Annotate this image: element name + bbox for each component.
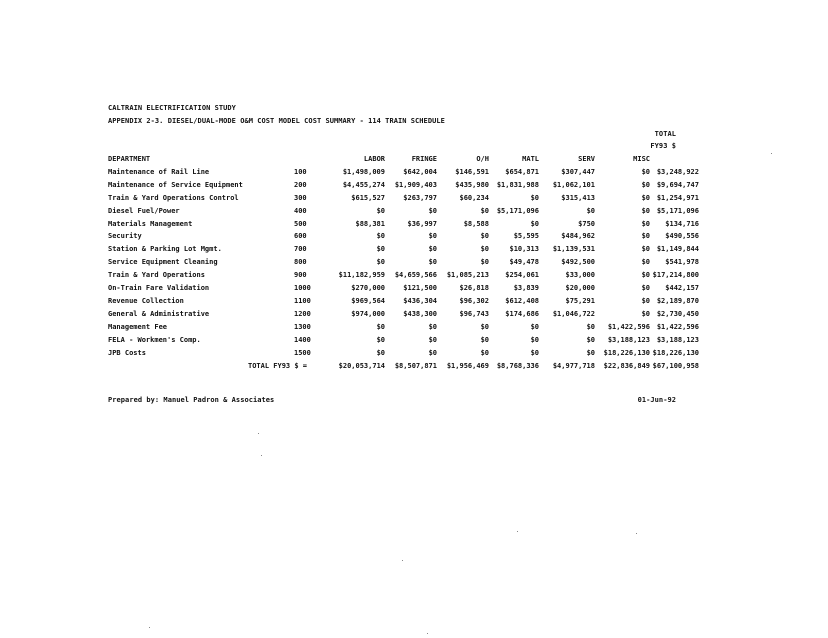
fringe-cell: $1,909,403 [394, 180, 437, 189]
column-header-code [294, 153, 321, 166]
code-cell: 300 [294, 193, 307, 202]
scan-speck [258, 433, 259, 434]
total-cell: $5,171,096 [656, 206, 699, 215]
total-row-label: TOTAL FY93 $ = [247, 361, 307, 370]
serv-cell: $315,413 [561, 193, 595, 202]
column-header-total [650, 153, 699, 166]
total-cell: $1,149,844 [656, 245, 699, 254]
fringe-cell: $438,300 [403, 309, 437, 318]
matl-cell: $254,061 [505, 271, 539, 280]
labor-cell: $615,527 [351, 193, 385, 202]
oh-cell: $0 [480, 206, 489, 215]
table-row [108, 230, 699, 243]
serv-cell: $1,046,722 [552, 309, 595, 318]
total-cell: $2,189,870 [656, 296, 699, 305]
misc-cell: $0 [641, 206, 650, 215]
code-cell: 1100 [294, 296, 311, 305]
department-cell: Train & Yard Operations [108, 271, 205, 280]
code-cell: 100 [294, 167, 307, 176]
misc-cell: $3,188,123 [607, 335, 650, 344]
table-row [108, 347, 699, 360]
code-cell: 800 [294, 258, 307, 267]
misc-cell: $0 [641, 180, 650, 189]
total-cell: $2,730,450 [656, 309, 699, 318]
matl-cell: $0 [530, 322, 539, 331]
oh-cell: $146,591 [455, 167, 489, 176]
fringe-cell: $0 [428, 322, 437, 331]
serv-cell: $1,139,531 [552, 245, 595, 254]
oh-cell: $0 [480, 322, 489, 331]
misc-cell: $18,226,130 [603, 348, 650, 357]
matl-cell: $612,408 [505, 296, 539, 305]
column-header-serv: SERV [578, 155, 595, 163]
oh-cell: $0 [480, 258, 489, 267]
department-cell: Maintenance of Rail Line [108, 167, 210, 176]
code-cell: 1400 [294, 335, 311, 344]
misc-cell: $0 [641, 193, 650, 202]
table-row [108, 334, 699, 347]
labor-cell: $0 [376, 348, 385, 357]
matl-cell: $10,313 [509, 245, 539, 254]
total-cell: $17,214,800 [652, 271, 699, 280]
misc-cell: $0 [641, 284, 650, 293]
total-cell: $442,157 [665, 284, 699, 293]
oh-cell: $435,980 [455, 180, 489, 189]
total-serv: $4,977,718 [552, 361, 595, 370]
document-title: CALTRAIN ELECTRIFICATION STUDY [108, 104, 236, 112]
table-row [108, 205, 699, 218]
total-labor: $20,053,714 [338, 361, 385, 370]
fringe-cell: $0 [428, 232, 437, 241]
misc-cell: $0 [641, 245, 650, 254]
department-cell: Materials Management [108, 219, 193, 228]
total-cell: $490,556 [665, 232, 699, 241]
fringe-cell: $0 [428, 335, 437, 344]
serv-cell: $0 [586, 322, 595, 331]
total-cell: $134,716 [665, 219, 699, 228]
table-row [108, 282, 699, 295]
total-row [108, 360, 699, 373]
serv-cell: $1,062,101 [552, 180, 595, 189]
fringe-cell: $263,797 [403, 193, 437, 202]
matl-cell: $5,595 [513, 232, 539, 241]
matl-cell: $654,871 [505, 167, 539, 176]
fringe-cell: $642,004 [403, 167, 437, 176]
serv-cell: $307,447 [561, 167, 595, 176]
department-cell: Security [108, 232, 142, 241]
serv-cell: $750 [578, 219, 595, 228]
fringe-cell: $0 [428, 206, 437, 215]
department-cell: On-Train Fare Validation [108, 284, 210, 293]
serv-cell: $0 [586, 335, 595, 344]
department-cell: Diesel Fuel/Power [108, 206, 180, 215]
department-cell: Train & Yard Operations Control [108, 193, 239, 202]
total-cell: $3,248,922 [656, 167, 699, 176]
scan-speck [261, 455, 262, 456]
table-row [108, 295, 699, 308]
oh-cell: $0 [480, 335, 489, 344]
table-row [108, 321, 699, 334]
table-row [108, 256, 699, 269]
department-cell: Service Equipment Cleaning [108, 258, 218, 267]
table-row [108, 166, 699, 179]
department-cell: Maintenance of Service Equipment [108, 180, 243, 189]
serv-cell: $33,000 [565, 271, 595, 280]
fringe-cell: $436,304 [403, 296, 437, 305]
oh-cell: $26,818 [459, 284, 489, 293]
total-cell: $1,422,596 [656, 322, 699, 331]
total-matl: $8,768,336 [496, 361, 539, 370]
code-cell: 600 [294, 232, 307, 241]
labor-cell: $0 [376, 335, 385, 344]
misc-cell: $0 [641, 167, 650, 176]
total-cell: $1,254,971 [656, 193, 699, 202]
scan-speck [636, 533, 637, 534]
department-cell: Station & Parking Lot Mgmt. [108, 245, 222, 254]
table-row [108, 192, 699, 205]
misc-cell: $0 [641, 309, 650, 318]
matl-cell: $5,171,096 [496, 206, 539, 215]
misc-cell: $0 [641, 232, 650, 241]
department-cell: Revenue Collection [108, 296, 184, 305]
table-row [108, 179, 699, 192]
scan-speck [771, 153, 772, 154]
column-header-fringe: FRINGE [411, 155, 437, 163]
scan-speck [427, 633, 428, 634]
oh-cell: $0 [480, 348, 489, 357]
table-row [108, 218, 699, 231]
labor-cell: $969,564 [351, 296, 385, 305]
code-cell: 1200 [294, 309, 311, 318]
oh-cell: $8,588 [463, 219, 489, 228]
code-cell: 1300 [294, 322, 311, 331]
matl-cell: $0 [530, 219, 539, 228]
matl-cell: $1,831,988 [496, 180, 539, 189]
matl-cell: $49,478 [509, 258, 539, 267]
labor-cell: $0 [376, 258, 385, 267]
table-body [108, 166, 699, 360]
oh-cell: $1,085,213 [446, 271, 489, 280]
serv-cell: $484,962 [561, 232, 595, 241]
serv-cell: $75,291 [565, 296, 595, 305]
department-cell: FELA - Workmen's Comp. [108, 335, 201, 344]
code-cell: 400 [294, 206, 307, 215]
fringe-cell: $0 [428, 348, 437, 357]
department-cell: Management Fee [108, 322, 168, 331]
misc-cell: $1,422,596 [607, 322, 650, 331]
labor-cell: $974,000 [351, 309, 385, 318]
oh-cell: $0 [480, 245, 489, 254]
misc-cell: $0 [641, 219, 650, 228]
total-cell: $18,226,130 [652, 348, 699, 357]
department-cell: JPB Costs [108, 348, 146, 357]
matl-cell: $3,839 [513, 284, 539, 293]
document-date: 01-Jun-92 [637, 396, 676, 404]
total-cell: $541,978 [665, 258, 699, 267]
fringe-cell: $121,500 [403, 284, 437, 293]
code-cell: 900 [294, 271, 307, 280]
matl-cell: $0 [530, 335, 539, 344]
column-header-department: DEPARTMENT [108, 155, 151, 163]
code-cell: 700 [294, 245, 307, 254]
column-header-oh: O/H [476, 155, 489, 163]
code-cell: 500 [294, 219, 307, 228]
column-header-matl: MATL [522, 155, 539, 163]
serv-cell: $20,000 [565, 284, 595, 293]
labor-cell: $88,381 [355, 219, 385, 228]
table-row [108, 269, 699, 282]
total-oh: $1,956,469 [446, 361, 489, 370]
matl-cell: $0 [530, 193, 539, 202]
code-cell: 200 [294, 180, 307, 189]
labor-cell: $0 [376, 245, 385, 254]
scan-speck [517, 531, 518, 532]
code-cell: 1000 [294, 284, 311, 293]
total-column-label-line1: TOTAL [654, 130, 676, 138]
scan-speck [149, 627, 150, 628]
cost-summary-table [108, 153, 699, 372]
labor-cell: $4,455,274 [342, 180, 385, 189]
matl-cell: $0 [530, 348, 539, 357]
total-grand: $67,100,958 [652, 361, 699, 370]
serv-cell: $0 [586, 348, 595, 357]
misc-cell: $0 [641, 296, 650, 305]
total-cell: $9,694,747 [656, 180, 699, 189]
column-header-labor: LABOR [363, 155, 385, 163]
matl-cell: $174,686 [505, 309, 539, 318]
misc-cell: $0 [641, 258, 650, 267]
serv-cell: $0 [586, 206, 595, 215]
scan-speck [402, 560, 403, 561]
total-fringe: $8,507,871 [394, 361, 437, 370]
oh-cell: $60,234 [459, 193, 489, 202]
fringe-cell: $0 [428, 258, 437, 267]
prepared-by: Prepared by: Manuel Padron & Associates [108, 396, 275, 404]
oh-cell: $96,743 [459, 309, 489, 318]
oh-cell: $0 [480, 232, 489, 241]
labor-cell: $0 [376, 322, 385, 331]
total-column-label-line2: FY93 $ [650, 142, 676, 150]
document-subtitle: APPENDIX 2-3. DIESEL/DUAL-MODE O&M COST MODEL COST SUMMARY - 114 TRAIN SCHEDULE [108, 117, 445, 125]
labor-cell: $0 [376, 232, 385, 241]
labor-cell: $1,498,009 [342, 167, 385, 176]
oh-cell: $96,302 [459, 296, 489, 305]
department-cell: General & Administrative [108, 309, 210, 318]
total-cell: $3,188,123 [656, 335, 699, 344]
table-row [108, 308, 699, 321]
table-header-row [108, 153, 699, 166]
labor-cell: $270,000 [351, 284, 385, 293]
column-header-misc: MISC [633, 155, 650, 163]
serv-cell: $492,500 [561, 258, 595, 267]
labor-cell: $11,182,959 [338, 271, 385, 280]
total-misc: $22,836,849 [603, 361, 650, 370]
fringe-cell: $4,659,566 [394, 271, 437, 280]
labor-cell: $0 [376, 206, 385, 215]
table-row [108, 243, 699, 256]
fringe-cell: $36,997 [407, 219, 437, 228]
code-cell: 1500 [294, 348, 311, 357]
misc-cell: $0 [641, 271, 650, 280]
fringe-cell: $0 [428, 245, 437, 254]
